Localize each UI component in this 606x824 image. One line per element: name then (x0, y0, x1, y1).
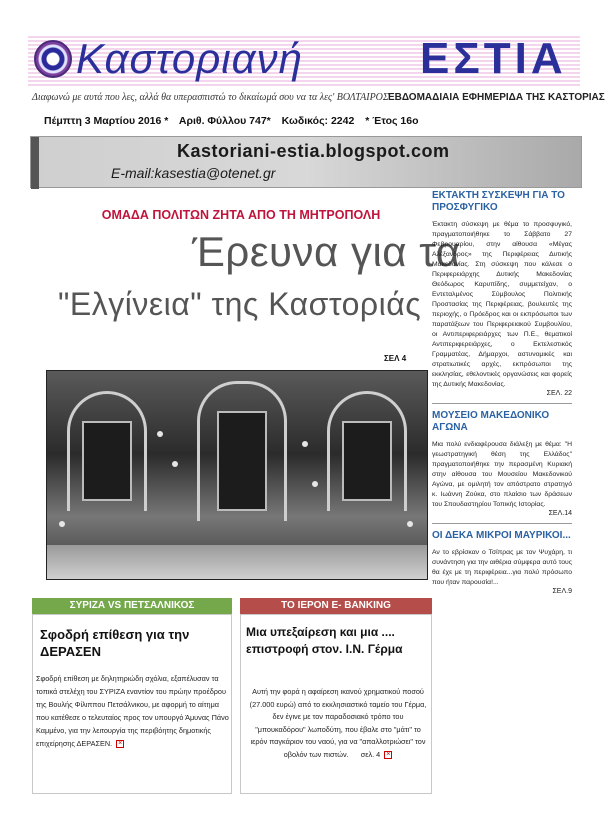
sidebar-head: ΟΙ ΔΕΚΑ ΜΙΚΡΟΙ ΜΑΥΡΙΚΟΙ... (432, 530, 571, 541)
sidebar-ref: ΣΕΛ.9 (552, 588, 572, 595)
photo-icon-panel (82, 421, 132, 501)
photo-flower (407, 521, 413, 527)
photo-icon-panel (217, 411, 267, 511)
sidebar-text: Αν το εβρίσκαν ο Τσίπρας με τον Ψυχάρη, τι συνάντηση για την αιθέρια σύμφερα αυτό τους θα έχε με τη περιφέρεια...για πολύ πρόσωπο που ήταν παρουσία!... (432, 549, 572, 586)
banner-stripe (31, 137, 39, 189)
masthead (28, 34, 580, 86)
page-ref: ΣΕΛ 4 (384, 354, 407, 363)
photo-flower (312, 481, 318, 487)
blog-link[interactable]: Kastoriani-estia.blogspot.com (177, 141, 450, 161)
church-interior-photo (46, 370, 428, 580)
close-icon: × (386, 750, 391, 758)
photo-icon-panel (342, 421, 392, 501)
section2-text: Αυτή την φορά η αφαίρεση ικανού χρηματικού ποσού (27.000 ευρώ) από το εκκλησιαστικό ταμείο του Γέρμα, δεν έγινε με τον παραδοσιακό τρόπο του "μπουκαδόρου" λωποδύτη, που έβαλε στο "μάτι" το ιερόν παγκάριον του ναού, για να "απαλλοτριώσει" τον οβολόν των πιστών. (249, 687, 427, 759)
sidebar-article-3 (432, 530, 572, 595)
headline-kicker: ΟΜΑΔΑ ΠΟΛΙΤΩΝ ΖΗΤΑ ΑΠΟ ΤΗ ΜΗΤΡΟΠΟΛΗ (101, 208, 381, 222)
section1-label: ΣΥΡΙΖΑ VS ΠΕΤΣΑΛΝΙΚΟΣ (32, 598, 232, 614)
masthead-title-right: ΕΣΤΙΑ (420, 34, 567, 83)
section1-text: Σφοδρή επίθεση με δηλητηριώδη σχόλια, εξαπέλυσαν τα τοπικά στελέχη του ΣΥΡΙΖΑ εναντίον του πρώην προέδρου της Βουλής Φίλιππου Πετσάλνικου, με αφορμή το αίτημα που κατέθεσε ο τελευταίος προς τον υπουργό Άμυνας Πάνο Καμμένο, για την λειτουργία της περιβόητης δημοτικής επιχείρησης ΔΕΡΑΣΕΝ. (36, 674, 229, 748)
issue-code: Κωδικός: 2242 (281, 115, 355, 127)
masthead-title-left: Καστοριανή (76, 35, 303, 82)
photo-flower (59, 521, 65, 527)
photo-flower (157, 431, 163, 437)
masthead-subtitle: ΕΒΔΟΜΑΔΙΑΙΑ ΕΦΗΜΕΡΙΔΑ ΤΗΣ ΚΑΣΤΟΡΙΑΣ (388, 92, 605, 103)
photo-flower (172, 461, 178, 467)
issue-date: Πέμπτη 3 Μαρτίου 2016 * (44, 115, 169, 127)
section2-body (248, 686, 428, 761)
issue-year: * Έτος 16ο (365, 115, 419, 127)
headline-line2: "Ελγίνεια" της Καστοριάς (58, 286, 422, 322)
sidebar-head: ΜΟΥΣΕΙΟ ΜΑΚΕΔΟΝΙΚΟ ΑΓΩΝΑ (432, 410, 550, 433)
headline-line1: Έρευνα για τα (192, 228, 461, 275)
sidebar-head: ΕΚΤΑΚΤΗ ΣΥΣΚΕΨΗ ΓΙΑ ΤΟ ΠΡΟΣΦΥΓΙΚΟ (432, 190, 565, 213)
sidebar-text: Έκτακτη σύσκεψη με θέμα το προσφυγικό, πραγματοποιήθηκε το Σάββατο 27 Φεβρουαρίου, στην αίθουσα «Μέγας Αλέξανδρος» της Περιφέρειας Δυτικής Μακεδονίας. Στη σύσκεψη που κάλεσε ο Περιφερειάρχης Δυτικής Μακεδονίας Θεόδωρος Καρυπίδης, συμμετείχαν, ο Εντεταλμένος Σύμβουλος Πολιτικής Προστασίας της Περιφέρειας, βουλευτές της περιοχής, ο Πρόεδρος και οι εκπρόσωποι των παρατάξεων του Περιφερειακού Συμβουλίου, οι Αντιπεριφερειάρχες των Π.Ε., θεματικοί Αντιπεριφερειάρχες, ο Εκτελεστικός Γραμματέας, Δήμαρχοι, αστυνομικές και στρατιωτικές αρχές, εκπρόσωποι της εκκλησίας, εθελοντικές οργανώσεις και φορείς της Δυτικής Μακεδονίας. (432, 221, 572, 388)
section1-title: Σφοδρή επίθεση για την ΔΕΡΑΣΕΝ (40, 627, 190, 659)
close-icon: × (118, 740, 123, 748)
divider (432, 403, 572, 404)
photo-floor (47, 545, 427, 579)
issue-number: Αριθ. Φύλλου 747* (178, 115, 271, 127)
section2-ref: σελ. 4 (360, 749, 381, 759)
logo-icon (34, 40, 72, 78)
sidebar-ref: ΣΕΛ. 22 (546, 390, 572, 397)
photo-flower (302, 441, 308, 447)
sidebar-article-1 (432, 190, 572, 397)
sidebar (432, 190, 572, 595)
section2-title: Μια υπεξαίρεση και μια .... επιστροφή στον. Ι.Ν. Γέρμα (246, 625, 403, 656)
divider (432, 523, 572, 524)
motto: Διαφωνώ με αυτά που λες, αλλά θα υπερασπιστώ το δικαίωμά σου να τα λες' ΒΟΛΤΑΙΡΟΣ (32, 92, 389, 103)
section1-body (36, 672, 230, 750)
section2-label: ΤΟ ΙΕΡΟΝ E- BANKING (240, 598, 432, 614)
blog-banner (30, 136, 582, 188)
sidebar-ref: ΣΕΛ.14 (548, 510, 572, 517)
sidebar-article-2 (432, 410, 572, 517)
sidebar-text: Μια πολύ ενδιαφέρουσα διάλεξη με θέμα: "Η γεωστρατηγική θέση της Ελλάδος" πραγματοποιήθηκε την περασμένη Κυριακή στην αίθουσα του Μουσείου Μακεδονικού Αγώνα, με ομιλητή τον απόστρατο στρατηγό κ. Ιωάννη Ζούκα, στο πλαίσιο των δράσεων του Σπουδαστηρίου Τοπικής Ιστορίας. (432, 441, 572, 508)
email-link[interactable]: E-mail:kasestia@otenet.gr (111, 165, 276, 181)
issue-line (44, 115, 427, 127)
